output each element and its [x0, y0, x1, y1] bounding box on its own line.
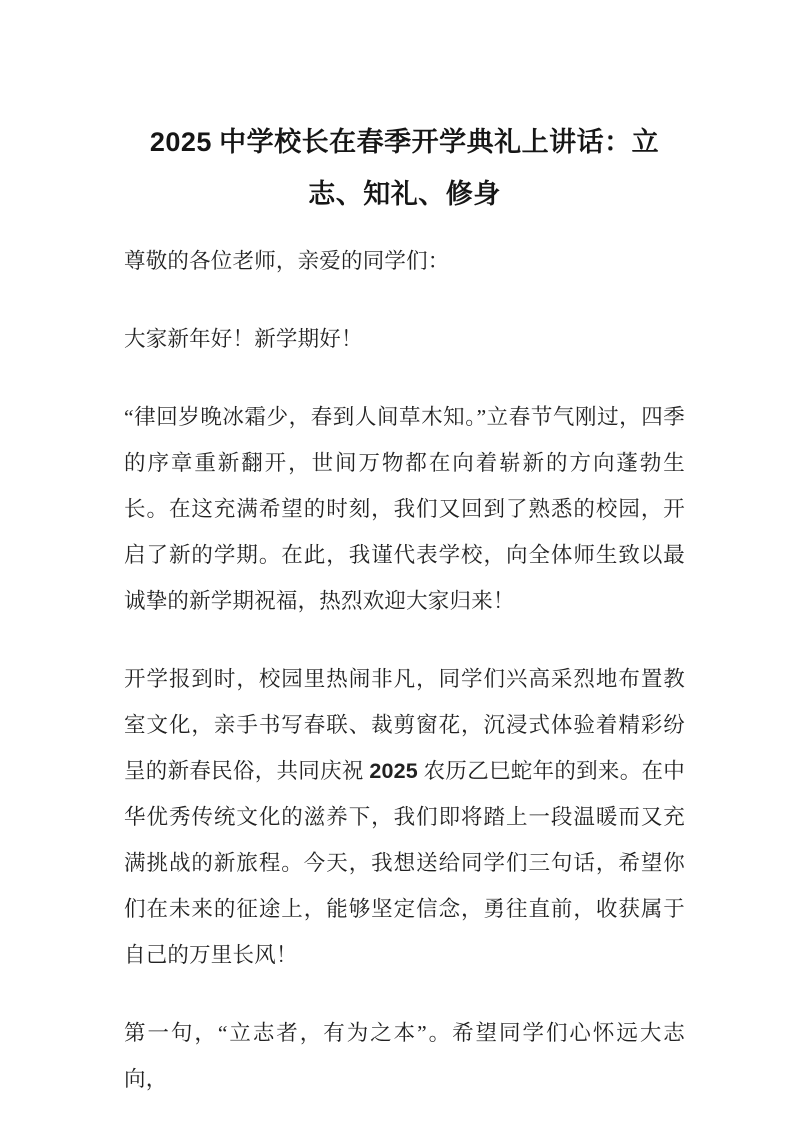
- paragraph-salutation: 尊敬的各位老师，亲爱的同学们：: [124, 249, 450, 273]
- paragraph-first-message: 第一句，“立志者，有为之本”。希望同学们心怀远大志向，: [124, 1021, 685, 1091]
- document-content: [124, 116, 685, 1122]
- paragraph-spring-opening: “律回岁晚冰霜少，春到人间草木知。”立春节气刚过，四季的序章重新翻开，世间万物都在向着崭新的方向蓬勃生长。在这充满希望的时刻，我们又回到了熟悉的校园，开启了新的学期。在此，我谨代表学校，向全体师生致以最诚挚的新学期祝福，热烈欢迎大家归来！: [124, 405, 685, 613]
- paragraph-new-semester: 开学报到时，校园里热闹非凡，同学们兴高采烈地布置教室文化，亲手书写春联、裁剪窗花，沉浸式体验着精彩纷呈的新春民俗，共同庆祝 2025 农历乙巳蛇年的到来。在中华优秀传统文化的滋养下，我们即将踏上一段温暖而又充满挑战的新旅程。今天，我想送给同学们三句话，希望你们在未来的征途上，能够坚定信念，勇往直前，收获属于自己的万里长风！: [124, 667, 685, 967]
- paragraph-greeting: 大家新年好！新学期好！: [124, 327, 363, 351]
- document-title: 2025 中学校长在春季开学典礼上讲话：立志、知礼、修身: [149, 127, 660, 209]
